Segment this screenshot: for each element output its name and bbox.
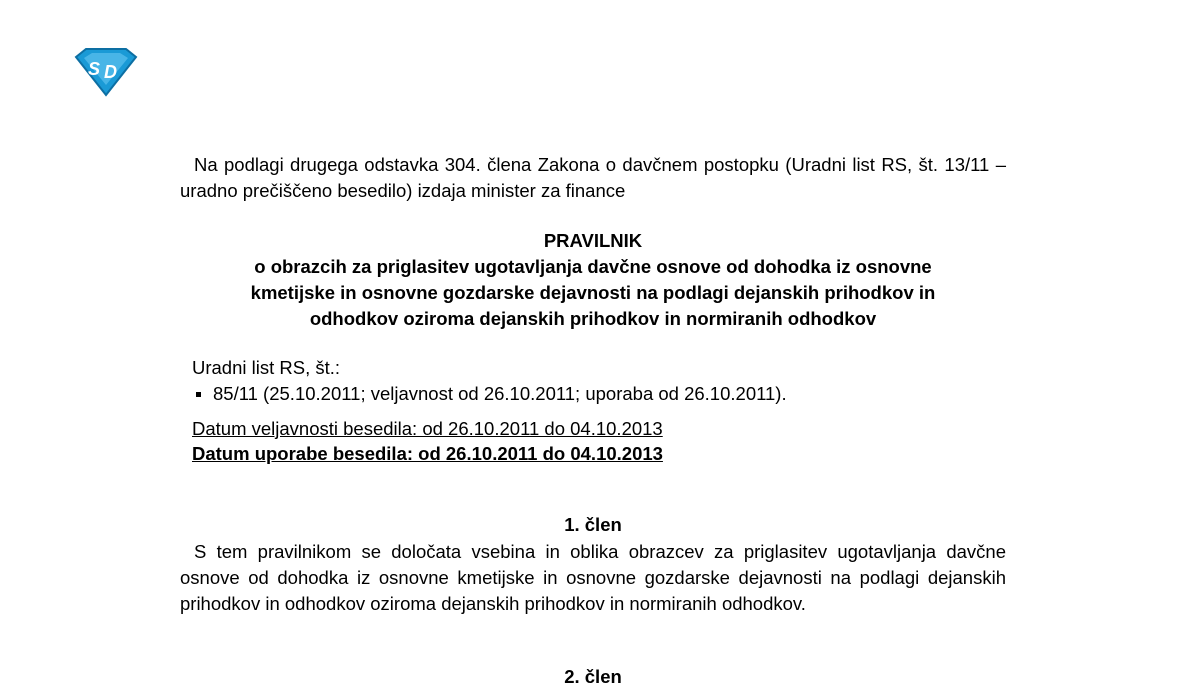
- document-title: [180, 228, 1006, 332]
- intro-paragraph: Na podlagi drugega odstavka 304. člena Zakona o davčnem postopku (Uradni list RS, št. 13/11 – uradno prečiščeno besedilo) izdaja minister za finance: [180, 154, 1006, 201]
- gazette-entry-text: 85/11 (25.10.2011; veljavnost od 26.10.2011; uporaba od 26.10.2011).: [213, 383, 787, 404]
- validity-dates: [192, 416, 992, 466]
- gazette-reference: [192, 355, 992, 407]
- bullet-icon: [196, 392, 201, 397]
- application-date: Datum uporabe besedila: od 26.10.2011 do 04.10.2013: [192, 443, 663, 464]
- gazette-entry: [192, 381, 992, 407]
- article-heading: 2. člen: [564, 666, 622, 687]
- publisher-logo-icon: [70, 45, 142, 99]
- svg-text:D: D: [104, 62, 117, 82]
- validity-date: Datum veljavnosti besedila: od 26.10.2011 do 04.10.2013: [192, 418, 663, 439]
- svg-text:S: S: [88, 59, 101, 79]
- article-text: S tem pravilnikom se določata vsebina in oblika obrazcev za priglasitev ugotavljanja davčne osnove od dohodka iz osnovne kmetijske in osnovne gozdarske dejavnosti na podlagi dejanskih prihodkov in odhodkov oziroma dejanskih prihodkov in normiranih odhodkov.: [180, 541, 1006, 614]
- title-line: kmetijske in osnovne gozdarske dejavnosti na podlagi dejanskih prihodkov in: [250, 282, 936, 303]
- title-heading: PRAVILNIK: [543, 230, 643, 251]
- gazette-label: Uradni list RS, št.:: [192, 357, 341, 378]
- article-heading: 1. člen: [564, 514, 622, 535]
- title-line: odhodkov oziroma dejanskih prihodkov in normiranih odhodkov: [309, 308, 877, 329]
- title-line: o obrazcih za priglasitev ugotavljanja davčne osnove od dohodka iz osnovne: [254, 256, 932, 277]
